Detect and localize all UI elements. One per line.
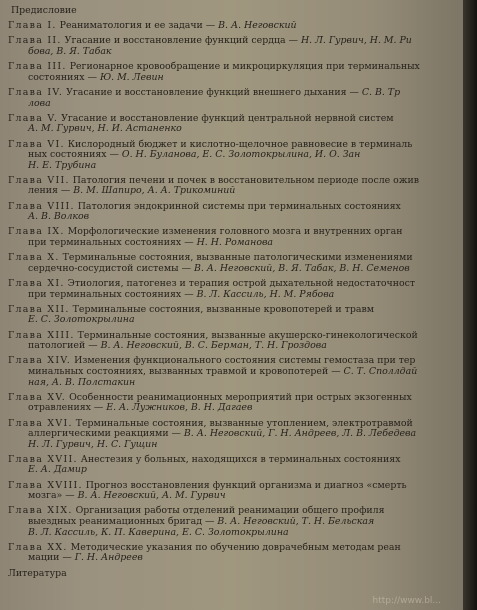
chapter-line [8, 553, 463, 564]
chapter-title-text: ления — [28, 185, 74, 197]
chapter-entry [8, 114, 463, 135]
chapter-entry [8, 481, 463, 502]
chapter-entry [8, 455, 463, 476]
chapter-title-text: ных состояниях — [28, 149, 122, 161]
chapter-authors: С. Т. Споллдай [343, 365, 418, 377]
chapter-entry [8, 36, 463, 57]
chapter-label: Глава IV. [8, 86, 64, 98]
chapter-title-text: Этиология, патогенез и терапия острой дыхательной недостаточност [67, 278, 416, 289]
chapter-label: Глава XIII. [8, 329, 75, 341]
chapter-line [8, 290, 463, 301]
chapter-title-text: Угасание и восстановление функций сердца — [64, 35, 301, 47]
chapter-line [8, 186, 463, 197]
chapter-title-text: патологией — [28, 340, 101, 352]
chapter-authors: Е. А. Лужников, В. Н. Дагаев [106, 402, 253, 414]
chapter-entry [8, 331, 463, 352]
chapter-line [8, 161, 463, 172]
chapter-title-text: Прогноз восстановления функций организма и диагноз «смерть [85, 479, 407, 491]
chapter-title-text: аллергическими реакциями — [28, 428, 184, 440]
chapter-line [8, 88, 463, 99]
chapter-authors: В. А. Неговский, В. Я. Табак, В. Н. Семенов [193, 262, 410, 274]
chapter-authors: В. Л. Кассиль, К. П. Каверина, Е. С. Золотокрылина [28, 526, 289, 538]
chapter-line [8, 528, 463, 539]
chapter-line [8, 378, 463, 389]
chapter-title-text: мозга» — [28, 490, 78, 502]
chapter-label: Глава VIII. [8, 200, 75, 212]
preface-entry: Предисловие [11, 5, 77, 16]
chapter-title-text: Организация работы отделений реанимации общего профиля [75, 505, 385, 517]
chapter-title-text: Терминальные состояния, вызванные акушерско-гинекологической [77, 329, 418, 341]
chapter-label: Глава XVII. [8, 453, 78, 465]
chapter-entry [8, 202, 463, 223]
chapter-title-text: Морфологические изменения головного мозга и внутренних орган [67, 226, 403, 238]
chapter-label: Глава V. [8, 112, 59, 124]
chapter-authors: лова [28, 97, 51, 109]
chapter-authors: В. А. Неговский, А. М. Гурвич [77, 490, 226, 502]
chapter-line [8, 465, 463, 476]
chapter-entry [8, 227, 463, 248]
chapter-label: Глава XII. [8, 303, 70, 315]
chapter-label: Глава VII. [8, 174, 70, 186]
chapter-line [8, 212, 463, 223]
chapter-title-text: Особенности реанимационных мероприятий при острых экзогенных [69, 391, 412, 403]
chapter-title-text: Терминальные состояния, вызванные кровопотерей и травм [72, 303, 375, 315]
chapter-label: Глава VI. [8, 138, 65, 150]
chapter-label: Глава XVI. [8, 417, 73, 429]
chapter-title-text: состояниях — [28, 71, 100, 83]
chapter-title-text: Регионарное кровообращение и микроциркуляция при терминальных [69, 61, 420, 73]
chapter-title-text: Терминальные состояния, вызванные утоплением, электротравмой [75, 417, 413, 429]
chapter-authors: Н. Л. Гурвич, Н. М. Ри [300, 35, 412, 47]
chapter-line [8, 341, 463, 352]
chapter-label: Глава XI. [8, 278, 65, 289]
chapter-line [8, 73, 463, 84]
chapter-line [8, 47, 463, 58]
chapter-title-text: минальных состояниях, вызванных травмой и кровопотерей — [28, 365, 344, 377]
chapter-authors: Н. Е. Трубина [28, 159, 97, 171]
chapter-authors: В. М. Шапиро, А. А. Трикоминий [73, 185, 236, 197]
chapter-entry [8, 253, 463, 274]
chapter-authors: ная, А. В. Полстакин [28, 376, 136, 388]
page-edge-shadow [463, 0, 477, 610]
chapter-title-text: мации — [28, 552, 75, 564]
chapter-line [8, 491, 463, 502]
chapter-title-text: Патология эндокринной системы при терминальных состояниях [77, 200, 401, 212]
chapter-authors: Е. С. Золотокрылина [28, 314, 135, 326]
chapter-title-text: при терминальных состояниях — [28, 237, 197, 249]
table-of-contents [8, 6, 463, 584]
chapter-title-text: Патология печени и почек в восстановительном периоде после ожив [72, 174, 419, 186]
chapter-entry [8, 279, 463, 300]
chapter-line [8, 264, 463, 275]
chapter-authors: Н. Н. Романова [196, 237, 274, 249]
chapter-entry [8, 419, 463, 451]
chapter-label: Глава XV. [8, 391, 67, 403]
chapter-label: Глава III. [8, 61, 67, 73]
chapter-title-text: отравлениях — [28, 402, 107, 414]
chapter-title-text: Анестезия у больных, находящихся в терминальных состояниях [80, 453, 401, 465]
chapter-line [8, 315, 463, 326]
chapter-entry [8, 393, 463, 414]
chapter-title-text: Изменения функционального состояния системы гемостаза при тер [74, 355, 416, 367]
chapter-line [8, 403, 463, 414]
chapter-line [8, 238, 463, 249]
chapter-title-text: Кислородный бюджет и кислотно-щелочное равновесие в терминаль [67, 138, 413, 150]
watermark: http://www.bl... [372, 596, 441, 606]
chapter-authors: В. А. Неговский, Т. Н. Бельская [217, 516, 375, 528]
chapter-entry [8, 543, 463, 564]
chapter-title-text: выездных реанимационных бригад — [28, 516, 218, 528]
chapter-authors: Ю. М. Левин [99, 71, 164, 83]
chapter-authors: Г. Н. Андреев [74, 552, 143, 564]
chapter-line [8, 99, 463, 110]
chapter-label: Глава IX. [8, 226, 65, 238]
chapter-label: Глава I. [8, 20, 57, 32]
chapter-line [8, 440, 463, 451]
chapter-line [8, 21, 463, 32]
chapter-authors: бова, В. Я. Табак [28, 45, 112, 57]
chapter-authors: Н. Л. Гурвич, Н. С. Гущин [28, 438, 158, 450]
chapter-entry [8, 62, 463, 83]
chapter-title-text: Угасание и восстановление функций центральной нервной систем [61, 112, 394, 124]
chapter-entry [8, 356, 463, 388]
chapter-entry [8, 21, 463, 32]
chapter-label: Глава XIX. [8, 505, 73, 517]
chapter-authors: В. А. Неговский, В. С. Берман, Т. Н. Гроздова [100, 340, 327, 352]
chapter-authors: В. А. Неговский, Г. Н. Андреев, Л. В. Лебедева [183, 428, 417, 440]
chapter-authors: В. Л. Кассиль, Н. М. Рябова [196, 288, 335, 300]
chapter-entry [8, 506, 463, 538]
chapter-label: Глава XX. [8, 541, 68, 553]
chapter-label: Глава II. [8, 35, 62, 47]
chapter-entry [8, 88, 463, 109]
chapter-authors: А. В. Волков [28, 211, 90, 223]
chapter-authors: Е. А. Дамир [28, 464, 87, 476]
chapter-label: Глава X. [8, 252, 60, 264]
chapter-entry [8, 305, 463, 326]
chapter-title-text: Методические указания по обучению доврачебным методам реан [70, 541, 401, 553]
chapter-label: Глава XVIII. [8, 479, 83, 491]
chapter-authors: В. А. Неговский [218, 20, 297, 32]
chapter-title-text: Терминальные состояния, вызванные патологическими изменениями [62, 252, 413, 264]
chapter-label: Глава XIV. [8, 355, 72, 367]
chapter-authors: А. М. Гурвич, Н. И. Астаненко [28, 123, 182, 135]
chapter-entry [8, 176, 463, 197]
chapter-line [8, 124, 463, 135]
chapter-entry [8, 140, 463, 172]
literature-entry: Литература [8, 567, 67, 579]
chapter-title-text: Реаниматология и ее задачи — [59, 20, 219, 32]
chapter-title-text: Угасание и восстановление функций внешнего дыхания — [66, 86, 362, 98]
chapter-title-text: сердечно-сосудистой системы — [28, 262, 194, 274]
chapter-list [8, 21, 463, 564]
chapter-authors: О. Н. Буланова, Е. С. Золотокрылина, И. О. Зан [121, 149, 361, 161]
chapter-authors: С. В. Тр [361, 86, 401, 98]
chapter-title-text: при терминальных состояниях — [28, 288, 197, 300]
